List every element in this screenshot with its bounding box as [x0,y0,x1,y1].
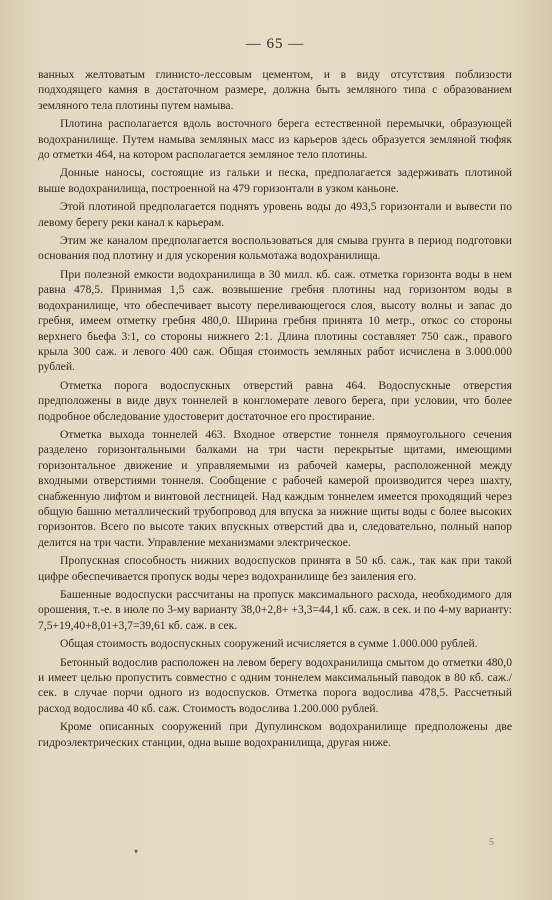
paragraph: Этим же каналом предполагается воспользоваться для смыва грунта в период подготовки основания под плотину и для ускорения кольмотажа водохранилища. [38,234,512,263]
signature-mark: 5 [489,837,494,848]
paragraph: Донные наносы, состоящие из гальки и песка, предполагается задерживать плотиной выше водохранилища, построенной на 479 горизонтали в узком каньоне. [38,166,512,195]
page-number: — 65 — [245,36,305,52]
paragraph: При полезной емкости водохранилища в 30 милл. кб. саж. отметка горизонта воды в нем равна 478,5. Принимая 1,5 саж. возвышение гребня плотины над горизонтом воды в водохранилище, что обеспечивает высоту переливающегося слоя, высоту волны и запас до гребня, имеем отметку гребня 480,0. Ширина гребня принята 10 метр., откос со стороны верхнего бьефа 3:1, со стороны нижнего 2:1. Длина плотины составляет 750 саж., правого крыла 300 саж. и левого 400 саж. Общая стоимость земляных работ исчислена в 3.000.000 рублей. [38,267,512,374]
paragraph: Пропускная способность нижних водоспусков принята в 50 кб. саж., так как при такой цифре обеспечивается пропуск воды через водохранилище без заиления его. [38,554,512,583]
paragraph: Отметка порога водоспускных отверстий равна 464. Водоспускные отверстия предположены в виде двух тоннелей в конгломерате левого берега, при условии, что более подробное обследование удостоверит достаточное его простирание. [38,378,512,423]
paragraph: ванных желтоватым глинисто-лессовым цементом, и в виду отсутствия поблизости подходящего камня в достаточном размере, должна быть земляного типа с образованием земляного тела плотины путем намыва. [38,68,512,112]
paragraph: Этой плотиной предполагается поднять уровень воды до 493,5 горизонтали и вывести по левому берегу реки канал к карьерам. [38,200,512,229]
paragraph: Башенные водоспуски рассчитаны на пропуск максимального расхода, необходимого для орошения, т.-е. в июле по 3-му варианту 38,0+2,8+ +3,3=44,1 кб. саж. в сек. и по 4-му варианту: 7,5+19,40+8,01+3,7=39,61 кб. саж. в сек. [38,588,512,632]
paragraph: Кроме описанных сооружений при Дупулинском водохранилище предположены две гидроэлектрических станции, одна выше водохранилища, другая ниже. [38,720,512,749]
print-speck: ▾ [134,847,139,856]
paragraph: Плотина располагается вдоль восточного берега естественной перемычки, образующей водохранилище. Путем намыва земляных масс из карьеров здесь образуется земляной тюфяк до отметки 464, на котором располагается земляное тело плотины. [38,117,512,162]
paragraph: Общая стоимость водоспускных сооружений исчисляется в сумме 1.000.000 рублей. [60,637,478,651]
paragraph: Бетонный водослив расположен на левом берегу водохранилища смытом до отметки 480,0 и имеет целью пропустить совместно с одним тоннелем максимальный паводок в 80 кб. саж./сек. в случае порчи одного из водоспусков. Отметка порога водослива 478,5. Рассчетный расход водослива 40 кб. саж. Стоимость водослива 1.200.000 рублей. [38,655,512,715]
paragraph: Отметка выхода тоннелей 463. Входное отверстие тоннеля прямоугольного сечения разделено горизонтальными балками на три части перекрытые щитами, имеющими горизонтальное движение и управляемыми из рабочей камеры, расположенной между входными отверстиями тоннеля. Сообщение с рабочей камерой производится через шахту, снабженную лифтом и винтовой лестницей. Над каждым тоннелем имеется проходящий через общую башню металлический трубопровод для впуска за нижние щиты воды с более высоких горизонтов. Всего по высоте таких впускных отверстий два и, следовательно, полный напор делится на три части. Управление механизмами электрическое. [38,427,512,549]
body-text [38,67,512,750]
